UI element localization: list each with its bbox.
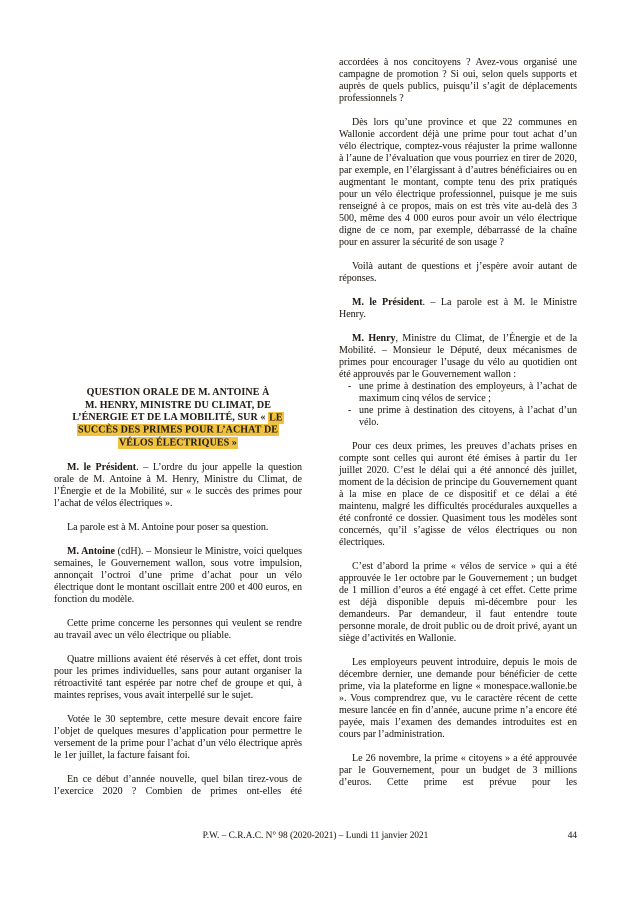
paragraph bbox=[339, 261, 577, 285]
speaker-name: M. le Président bbox=[352, 297, 423, 308]
highlighted-text: SUCCÈS DES PRIMES POUR L’ACHAT DE bbox=[77, 424, 279, 436]
text-run: Quatre millions avaient été réservés à cet effet, dont trois pour les primes individuelles, sans pour autant organiser la rétroactivité tant espérée par notre chef de groupe et qui, à maintes reprises, vous avait interpellé sur le sujet. bbox=[54, 653, 302, 701]
list-dash-icon: - bbox=[348, 405, 352, 416]
paragraph bbox=[339, 753, 577, 789]
paragraph bbox=[54, 654, 302, 702]
list-item bbox=[339, 381, 577, 405]
right-column-body bbox=[339, 57, 577, 789]
text-run: (cdH). – Monsieur le Ministre, voici quelques semaines, le Gouvernement wallon, sous votre impulsion, annonçait l’octroi d’une prime d’achat pour un vélo électrique dont le montant oscillait entre 200 et 400 euros, en fonction du modèle. bbox=[54, 545, 303, 605]
right-column bbox=[339, 57, 577, 801]
text-run: En ce début d’année nouvelle, quel bilan tirez-vous de l’exercice 2020 ? Combien de primes ont-elles été bbox=[54, 773, 302, 797]
text-run: Dès lors qu’une province et que 22 communes en Wallonie accordent déjà une prime pour tout achat d’un vélo électrique, comptez-vous réajuster la prime wallonne à l’aune de l’évaluation que vous pourriez en tirer de 2020, par exemple, en l’élargissant à d’autres bénéficiaires ou en augmentant le montant, compte tenu des prix pratiqués pour un vélo électrique professionnel, puisque je me suis renseigné à ce propos, mais on est très vite au-delà des 3 500, même des 4 000 euros pour avoir un vélo électrique digne de ce nom, par exemple, débarrassé de la chaîne pour en assurer la sécurité de son usage ? bbox=[339, 117, 577, 248]
text-run: L’ÉNERGIE ET DE LA MOBILITÉ, SUR « bbox=[72, 412, 269, 424]
speaker-name: M. le Président bbox=[67, 461, 137, 473]
text-run: M. HENRY, MINISTRE DU CLIMAT, DE bbox=[84, 399, 271, 411]
title-line bbox=[54, 387, 302, 400]
text-run: . – L’ordre du jour appelle la question orale de M. Antoine à M. Henry, Ministre du Climat, de l’Énergie et de la Mobilité, sur « le succès des primes pour l’achat de vélos électriques ». bbox=[54, 461, 303, 509]
text-run: Votée le 30 septembre, cette mesure devait encore faire l’objet de quelques mesures d’application pour permettre le versement de la prime pour l’achat d’un vélo électrique après le 1er juillet, la facture faisant foi. bbox=[54, 713, 302, 761]
title-line bbox=[54, 425, 302, 438]
speaker-name: M. Henry bbox=[352, 333, 396, 344]
text-run: Voilà autant de questions et j’espère avoir autant de réponses. bbox=[339, 261, 577, 284]
footer-reference: P.W. – C.R.A.C. N° 98 (2020-2021) – Lundi 11 janvier 2021 bbox=[202, 831, 429, 841]
title-line bbox=[54, 437, 302, 450]
page-footer bbox=[54, 831, 577, 841]
speaker-name: M. Antoine bbox=[67, 545, 115, 557]
list-item bbox=[339, 405, 577, 429]
text-run: Le 26 novembre, la prime « citoyens » a été approuvée par le Gouvernement, pour un budget de 3 millions d’euros. Cette prime est prévue pour les bbox=[339, 753, 577, 788]
paragraph bbox=[339, 297, 577, 321]
text-run: une prime à destination des employeurs, à l’achat de maximum cinq vélos de service ; bbox=[359, 381, 577, 404]
paragraph bbox=[54, 774, 302, 798]
text-run: La parole est à M. Antoine pour poser sa question. bbox=[67, 521, 269, 533]
text-run: Les employeurs peuvent introduire, depuis le mois de décembre dernier, une demande pour bénéficier de cette prime, via la plateforme en ligne « monespace.wallonie.be ». Vous comprendrez que, vu le caractère récent de cette mesure lancée en fin d’année, aucune prime n’a encore été payée, mais l’examen des demandes introduites est en cours par l’administration. bbox=[339, 657, 577, 740]
text-run: Cette prime concerne les personnes qui veulent se rendre au travail avec un vélo électrique ou pliable. bbox=[54, 617, 302, 641]
title-line bbox=[54, 400, 302, 413]
paragraph bbox=[54, 546, 302, 606]
list-dash-icon: - bbox=[348, 381, 352, 392]
text-run: C’est d’abord la prime « vélos de service » qui a été approuvée le 1er octobre par le Gouvernement ; un budget de 1 million d’euros a été engagé à cet effet. Cette prime est déjà disponible depuis mi-décembre pour les demandeurs. Par demandeur, il faut entendre toute personne morale, de droit public ou de droit privé, ayant un siège d’activités en Wallonie. bbox=[339, 561, 577, 644]
paragraph bbox=[54, 714, 302, 762]
question-title bbox=[54, 387, 302, 450]
left-column-body bbox=[54, 462, 302, 798]
text-run: , Ministre du Climat, de l’Énergie et de la Mobilité. – Monsieur le Député, deux mécanismes de primes pour encourager l’usage du vélo au quotidien ont été approuvés par le Gouvernement wallon : bbox=[339, 333, 578, 380]
text-run: une prime à destination des citoyens, à l’achat d’un vélo. bbox=[359, 405, 577, 428]
paragraph bbox=[339, 561, 577, 645]
paragraph bbox=[339, 57, 577, 105]
left-column bbox=[54, 57, 302, 810]
paragraph bbox=[54, 522, 302, 534]
text-run: accordées à nos concitoyens ? Avez-vous organisé une campagne de promotion ? Si oui, selon quels supports et auprès de quels publics, puisqu’il s’agit de déplacements professionnels ? bbox=[339, 57, 577, 104]
text-run: Pour ces deux primes, les preuves d’achats prises en compte sont celles qui auront été émises à partir du 1er juillet 2020. C’est le délai qui a été annoncé dès juillet, moment de la décision de principe du Gouvernement quant à la mise en place de ce dispositif et ce délai a été maintenu, malgré les difficultés procédurales auxquelles a été confronté ce dossier. Quasiment tous les modèles sont concernés, qu’il s’agisse de vélos électriques ou non électriques. bbox=[339, 441, 577, 548]
paragraph bbox=[339, 117, 577, 249]
highlighted-text: LE bbox=[269, 412, 283, 424]
text-run: QUESTION ORALE DE M. ANTOINE À bbox=[86, 387, 270, 398]
paragraph bbox=[339, 441, 577, 549]
highlighted-text: VÉLOS ÉLECTRIQUES » bbox=[118, 437, 238, 449]
paragraph bbox=[54, 462, 302, 510]
page-number: 44 bbox=[567, 831, 577, 841]
text-run: . – La parole est à M. le Ministre Henry. bbox=[339, 297, 577, 320]
title-line bbox=[54, 412, 302, 425]
paragraph bbox=[339, 333, 577, 381]
paragraph bbox=[54, 618, 302, 642]
paragraph bbox=[339, 657, 577, 741]
